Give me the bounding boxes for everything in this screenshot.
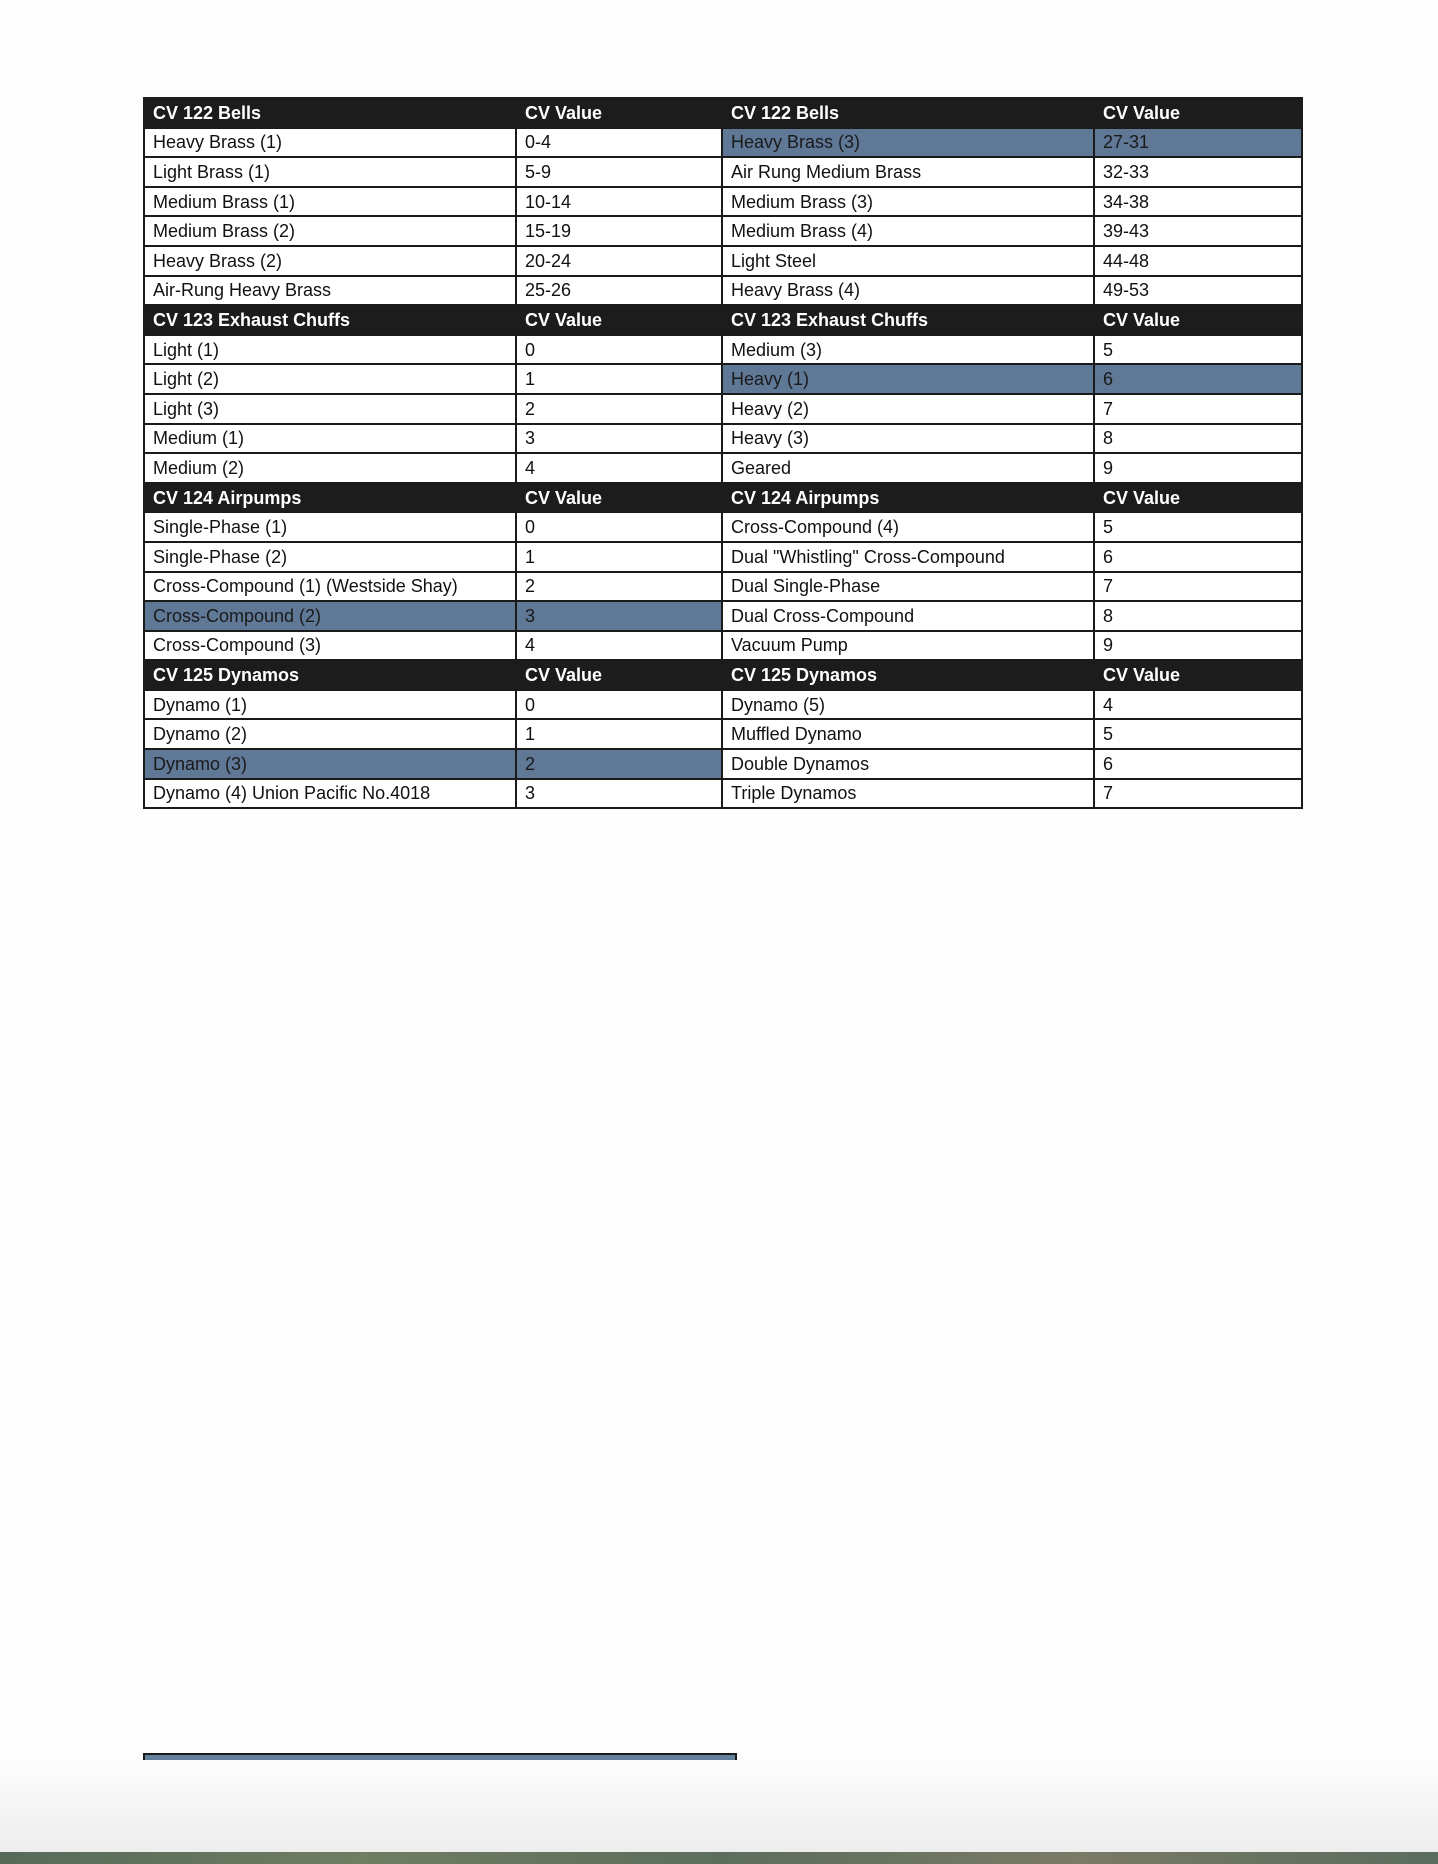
option-name-cell: Heavy Brass (2) (144, 246, 516, 276)
option-name-cell: Heavy (3) (722, 424, 1094, 454)
value-column-header: CV Value (1094, 483, 1302, 513)
section-title: CV 122 Bells (144, 98, 516, 128)
table-row (144, 216, 1302, 246)
option-name-cell: Medium Brass (1) (144, 187, 516, 217)
option-name-cell: Medium Brass (3) (722, 187, 1094, 217)
value-column-header: CV Value (1094, 305, 1302, 335)
cv-value-cell: 7 (1094, 572, 1302, 602)
cv-value-cell: 9 (1094, 631, 1302, 661)
cv-value-cell: 15-19 (516, 216, 722, 246)
cv-value-cell: 2 (516, 394, 722, 424)
option-name-cell: Double Dynamos (722, 749, 1094, 779)
table-row (144, 364, 1302, 394)
table-row (144, 631, 1302, 661)
cv-value-cell: 2 (516, 572, 722, 602)
cv-value-cell: 0 (516, 690, 722, 720)
table-row (144, 542, 1302, 572)
cv-value-cell: 4 (516, 631, 722, 661)
option-name-cell: Light (2) (144, 364, 516, 394)
option-name-cell: Cross-Compound (1) (Westside Shay) (144, 572, 516, 602)
cv-value-cell: 32-33 (1094, 157, 1302, 187)
table-row (144, 424, 1302, 454)
section-title: CV 124 Airpumps (722, 483, 1094, 513)
cv-value-cell: 4 (516, 453, 722, 483)
option-name-cell: Cross-Compound (2) (144, 601, 516, 631)
cv-value-cell: 3 (516, 779, 722, 809)
option-name-cell: Heavy (1) (722, 364, 1094, 394)
section-title: CV 125 Dynamos (722, 660, 1094, 690)
cv-value-cell: 0-4 (516, 128, 722, 158)
option-name-cell: Light (3) (144, 394, 516, 424)
option-name-cell: Light Steel (722, 246, 1094, 276)
value-column-header: CV Value (1094, 660, 1302, 690)
table-row (144, 394, 1302, 424)
section-title: CV 125 Dynamos (144, 660, 516, 690)
option-name-cell: Heavy Brass (3) (722, 128, 1094, 158)
option-name-cell: Cross-Compound (3) (144, 631, 516, 661)
table-row (144, 335, 1302, 365)
option-name-cell: Dual "Whistling" Cross-Compound (722, 542, 1094, 572)
cv-value-cell: 1 (516, 542, 722, 572)
table-row (144, 512, 1302, 542)
cv-value-cell: 8 (1094, 424, 1302, 454)
cv-value-cell: 10-14 (516, 187, 722, 217)
section-header-row (144, 660, 1302, 690)
option-name-cell: Dynamo (2) (144, 719, 516, 749)
cv-value-cell: 2 (516, 749, 722, 779)
value-column-header: CV Value (1094, 98, 1302, 128)
cv-value-cell: 6 (1094, 749, 1302, 779)
option-name-cell: Medium (3) (722, 335, 1094, 365)
option-name-cell: Heavy Brass (1) (144, 128, 516, 158)
value-column-header: CV Value (516, 660, 722, 690)
value-column-header: CV Value (516, 483, 722, 513)
cv-value-cell: 7 (1094, 779, 1302, 809)
table-row (144, 601, 1302, 631)
option-name-cell: Medium (1) (144, 424, 516, 454)
cv-value-cell: 49-53 (1094, 276, 1302, 306)
option-name-cell: Light Brass (1) (144, 157, 516, 187)
table-row (144, 276, 1302, 306)
section-title: CV 123 Exhaust Chuffs (722, 305, 1094, 335)
option-name-cell: Dynamo (4) Union Pacific No.4018 (144, 779, 516, 809)
cv-value-cell: 6 (1094, 542, 1302, 572)
cv-value-cell: 0 (516, 512, 722, 542)
section-header-row (144, 98, 1302, 128)
option-name-cell: Heavy Brass (4) (722, 276, 1094, 306)
option-name-cell: Single-Phase (2) (144, 542, 516, 572)
table-row (144, 453, 1302, 483)
cv-value-cell: 8 (1094, 601, 1302, 631)
option-name-cell: Cross-Compound (4) (722, 512, 1094, 542)
table-row (144, 128, 1302, 158)
option-name-cell: Single-Phase (1) (144, 512, 516, 542)
page-bottom-edge (0, 1760, 1438, 1864)
option-name-cell: Dynamo (1) (144, 690, 516, 720)
cv-value-cell: 6 (1094, 364, 1302, 394)
table-row (144, 779, 1302, 809)
cv-value-cell: 5 (1094, 512, 1302, 542)
option-name-cell: Air Rung Medium Brass (722, 157, 1094, 187)
table-row (144, 690, 1302, 720)
option-name-cell: Heavy (2) (722, 394, 1094, 424)
option-name-cell: Dynamo (5) (722, 690, 1094, 720)
table-row (144, 749, 1302, 779)
option-name-cell: Triple Dynamos (722, 779, 1094, 809)
table-row (144, 719, 1302, 749)
option-name-cell: Dynamo (3) (144, 749, 516, 779)
window-bottom-strip (0, 1852, 1438, 1864)
table-row (144, 572, 1302, 602)
option-name-cell: Dual Cross-Compound (722, 601, 1094, 631)
cv-value-cell: 27-31 (1094, 128, 1302, 158)
table-row (144, 246, 1302, 276)
table-row (144, 157, 1302, 187)
cv-value-cell: 1 (516, 364, 722, 394)
option-name-cell: Dual Single-Phase (722, 572, 1094, 602)
cv-value-cell: 1 (516, 719, 722, 749)
option-name-cell: Medium Brass (4) (722, 216, 1094, 246)
cv-value-cell: 3 (516, 424, 722, 454)
option-name-cell: Light (1) (144, 335, 516, 365)
table-row (144, 187, 1302, 217)
cv-value-cell: 25-26 (516, 276, 722, 306)
cv-value-cell: 39-43 (1094, 216, 1302, 246)
option-name-cell: Geared (722, 453, 1094, 483)
option-name-cell: Muffled Dynamo (722, 719, 1094, 749)
cv-value-cell: 44-48 (1094, 246, 1302, 276)
section-title: CV 123 Exhaust Chuffs (144, 305, 516, 335)
cv-value-cell: 20-24 (516, 246, 722, 276)
option-name-cell: Medium Brass (2) (144, 216, 516, 246)
option-name-cell: Vacuum Pump (722, 631, 1094, 661)
cv-value-cell: 4 (1094, 690, 1302, 720)
option-name-cell: Air-Rung Heavy Brass (144, 276, 516, 306)
cv-value-cell: 5 (1094, 719, 1302, 749)
cv-settings-table (143, 97, 1303, 809)
option-name-cell: Medium (2) (144, 453, 516, 483)
cv-value-cell: 9 (1094, 453, 1302, 483)
value-column-header: CV Value (516, 98, 722, 128)
section-title: CV 122 Bells (722, 98, 1094, 128)
section-header-row (144, 305, 1302, 335)
cv-value-cell: 34-38 (1094, 187, 1302, 217)
value-column-header: CV Value (516, 305, 722, 335)
cv-value-cell: 3 (516, 601, 722, 631)
section-header-row (144, 483, 1302, 513)
section-title: CV 124 Airpumps (144, 483, 516, 513)
cv-value-cell: 5-9 (516, 157, 722, 187)
cv-value-cell: 0 (516, 335, 722, 365)
cv-value-cell: 7 (1094, 394, 1302, 424)
cv-value-cell: 5 (1094, 335, 1302, 365)
